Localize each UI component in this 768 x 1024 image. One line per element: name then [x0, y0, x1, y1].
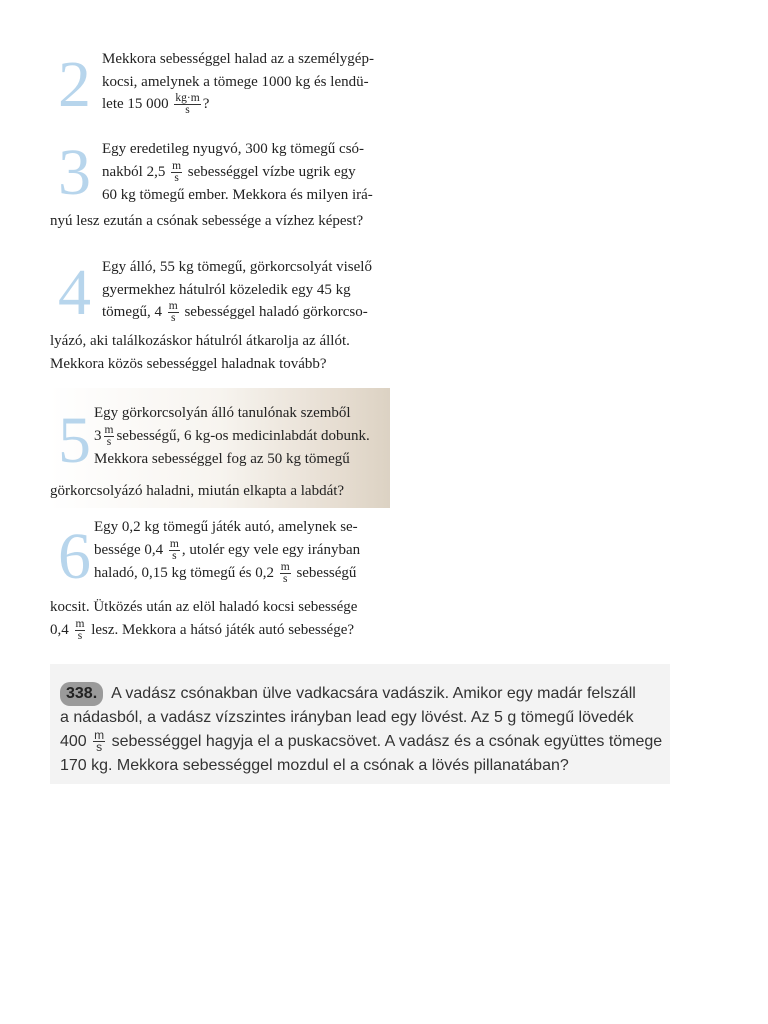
fraction: $\frac{m}{s}$	[94, 728, 105, 755]
problem-text: 338. A vadász csónakban ülve vadkacsára vadászik. Amikor egy madár felszáll a nádasból, a vadász vízszintes irányban lead egy lövést. Az 5 g tömegű lövedék 400 $\frac{m}{s}$ sebességgel hagyja el a puskacsövet. A vadász és a csónak együttes tömege 170 kg. Mekkora sebességgel mozdul el a csónak a lövés pillanatában?	[60, 682, 665, 778]
fraction: $\frac{m}{s}$	[172, 159, 182, 184]
problem-number: 5	[58, 404, 91, 477]
problem-text-full-line: nyú lesz ezután a csónak sebessége a vízhez képest?	[50, 213, 364, 229]
fraction: $\frac{m}{s}$	[168, 300, 178, 325]
fraction: $\frac{m}{s}$	[280, 560, 290, 585]
problem-2	[50, 44, 390, 134]
fraction: $\frac{m}{s}$	[169, 537, 179, 562]
problem-text: Egy álló, 55 kg tömegű, görkorcsolyát viselő gyermekhez hátulról közeledik egy 45 kg tömegű, 4 $\frac{m}{s}$ sebességgel haladó görkorcso-	[102, 259, 372, 325]
problem-4	[50, 252, 390, 372]
problem-3	[50, 134, 390, 234]
problem-number: 6	[58, 520, 91, 593]
problem-text-full-line: lyázó, aki találkozáskor hátulról átkarolja az állót. Mekkora közös sebességgel haladnak tovább?	[50, 333, 350, 372]
problem-text: Egy görkorcsolyán álló tanulónak szemből 3 $\frac{m}{s}$ sebességű, 6 kg-os medicinlabdát dobunk. Mekkora sebességgel fog az 50 kg tömegű	[94, 405, 370, 467]
problem-number-badge: 338.	[60, 682, 103, 706]
problem-number: 4	[58, 256, 91, 329]
problem-number: 3	[58, 136, 91, 209]
problem-text-full-line: görkorcsolyázó haladni, miután elkapta a labdát?	[50, 483, 345, 499]
problem-6	[50, 514, 390, 654]
problem-5	[50, 400, 390, 505]
scanned-problem-338	[50, 664, 670, 784]
problem-text: Egy eredetileg nyugvó, 300 kg tömegű csó- nakból 2,5 $\frac{m}{s}$ sebességgel vízbe ugrik egy 60 kg tömegű ember. Mekkora és milyen irá-	[102, 141, 373, 203]
problem-text: Mekkora sebességgel halad az a személygép- kocsi, amelynek a tömege 1000 kg és lendü- lete 15 000 $\frac{kg\cdot m}{s}$ ?	[102, 51, 374, 117]
problem-number: 2	[58, 48, 91, 121]
problem-text: Egy 0,2 kg tömegű játék autó, amelynek se- bessége 0,4 $\frac{m}{s}$ , utolér egy vele egy irányban haladó, 0,15 kg tömegű és 0,2 $\frac{m}{s}$ sebességű	[94, 519, 361, 585]
problem-text-full-line: kocsit. Ütközés után az elöl haladó kocsi sebessége 0,4 $\frac{m}{s}$ lesz. Mekkora a hátsó játék autó sebessége?	[50, 599, 358, 642]
fraction: $\frac{kg\cdot m}{s}$	[175, 92, 200, 117]
fraction: $\frac{m}{s}$	[75, 617, 85, 642]
fraction: $\frac{m}{s}$	[104, 423, 114, 448]
